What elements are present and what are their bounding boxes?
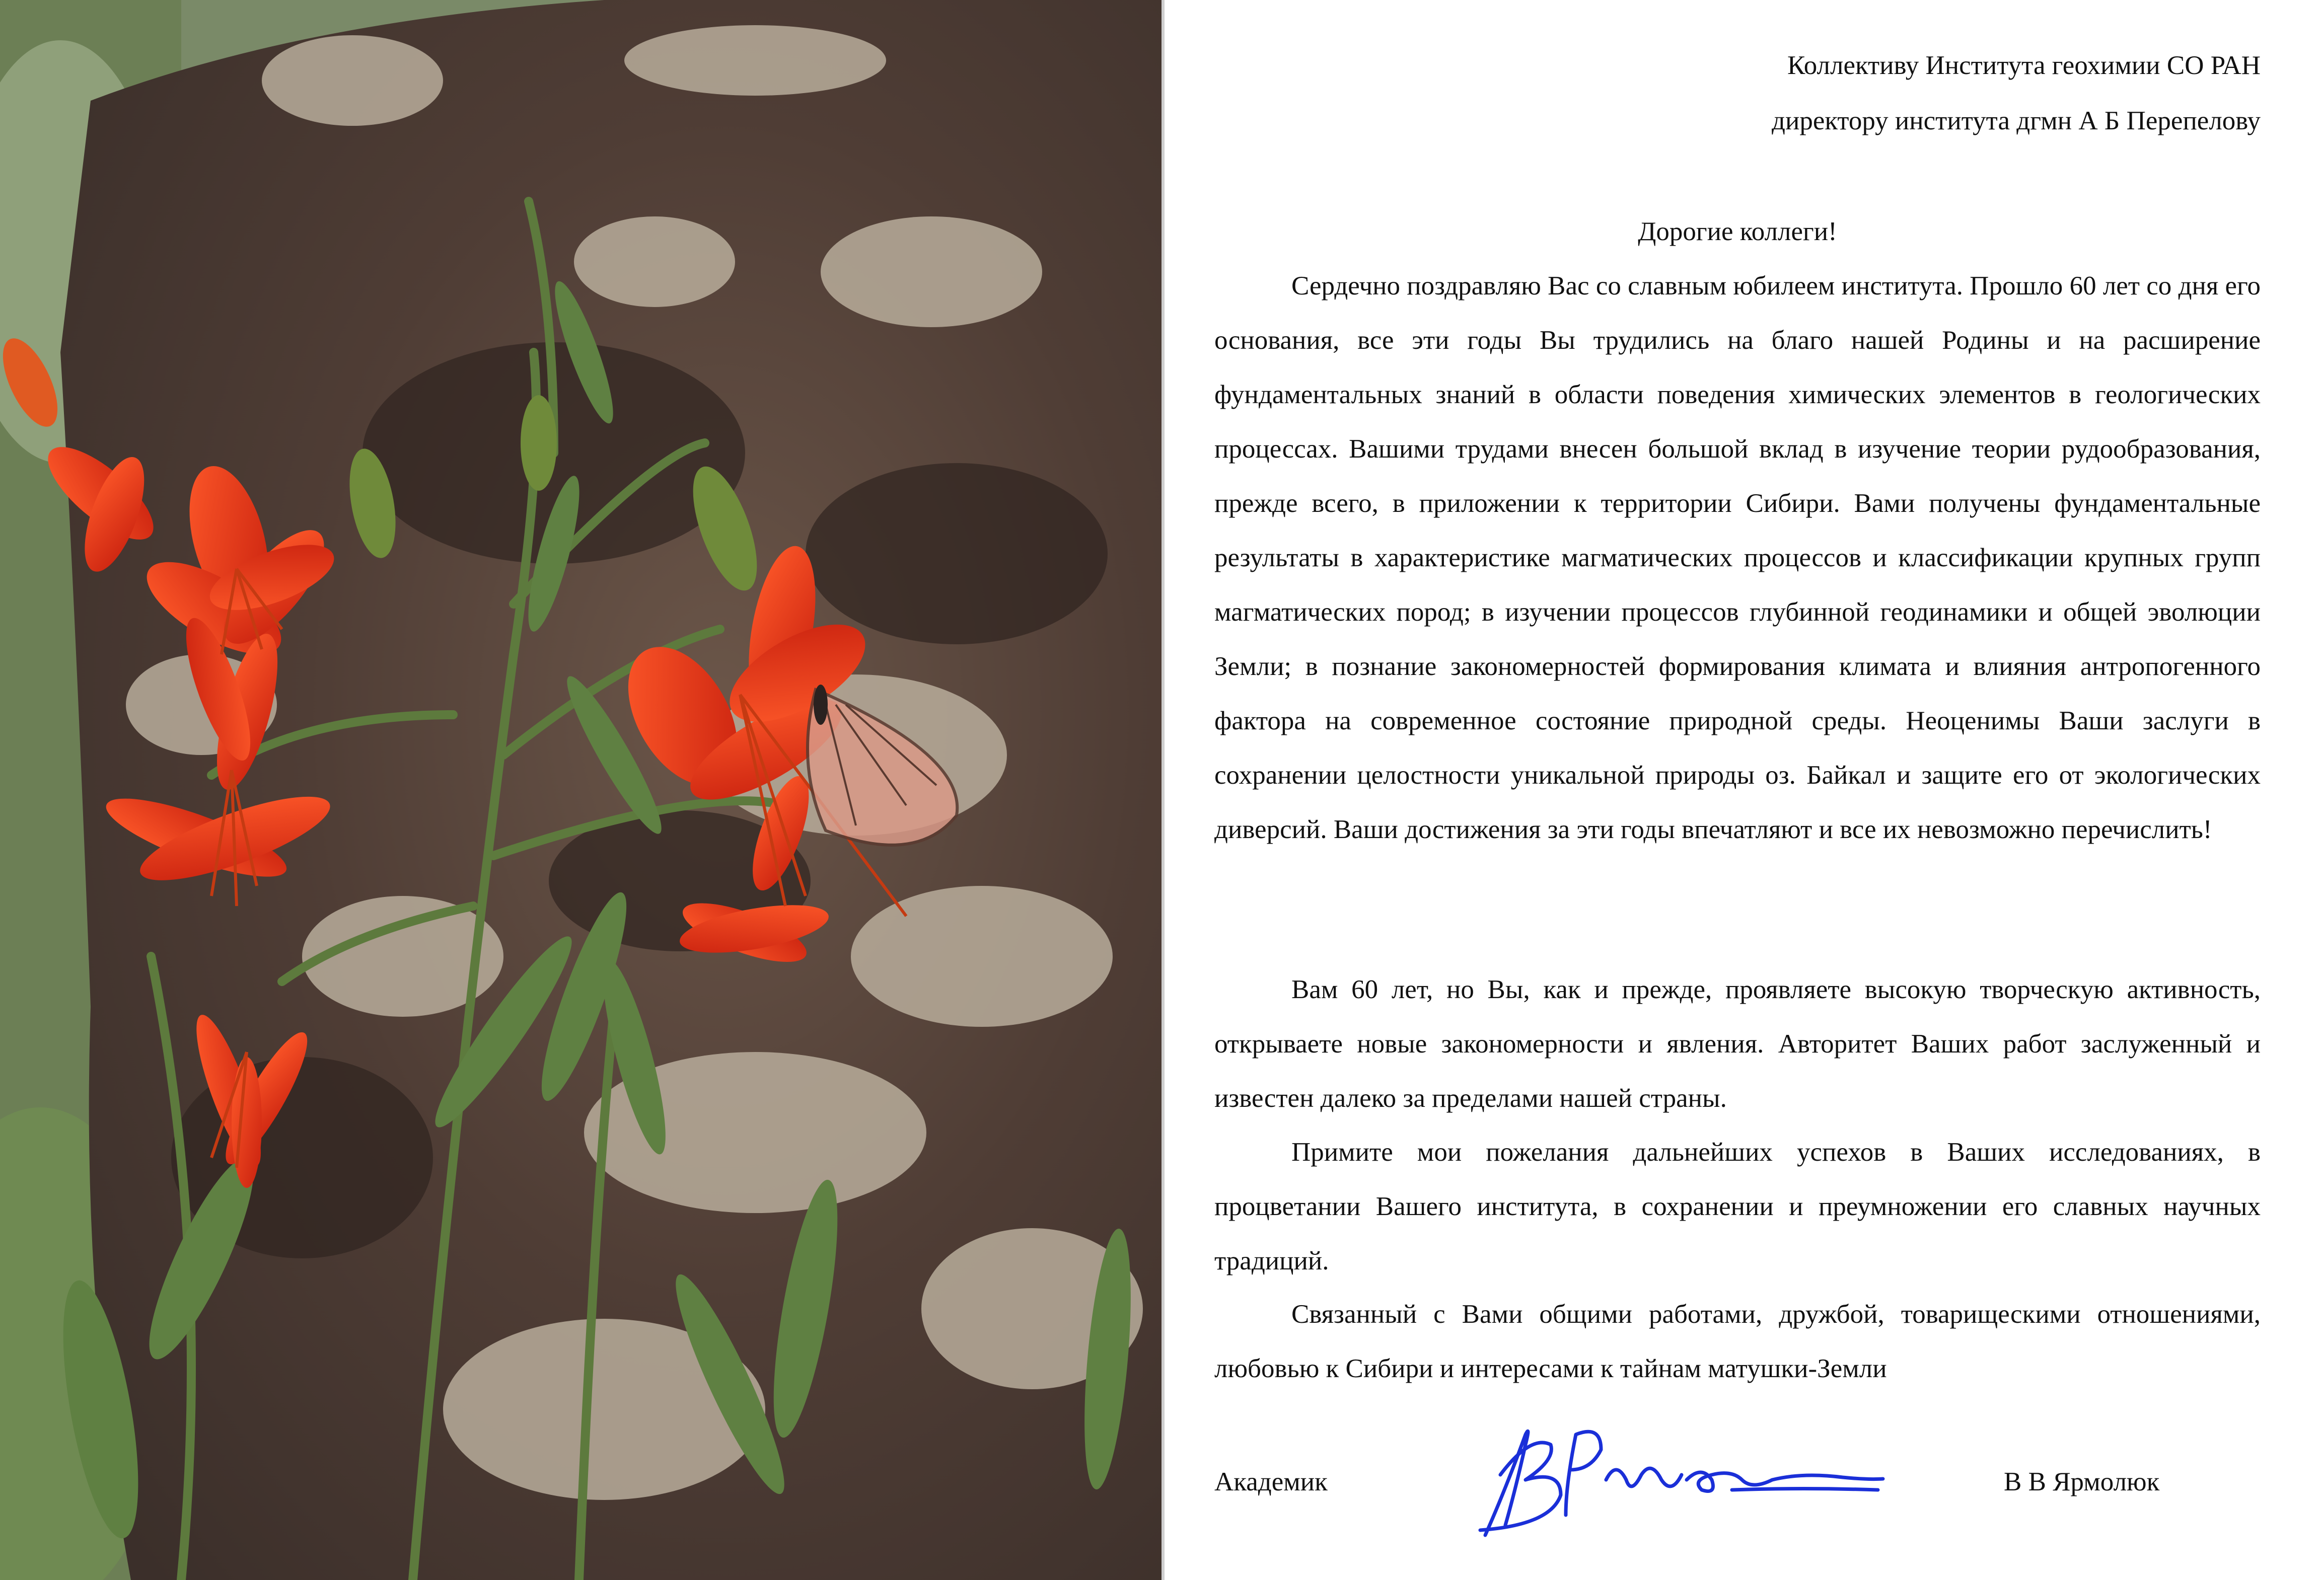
letter-paragraph-2: Вам 60 лет, но Вы, как и прежде, проявляете высокую творческую активность, открываете новые закономерности и явления. Авторитет Ваших работ заслуженный и известен далеко за пределами нашей страны. (1214, 975, 2261, 1113)
page-divider (1161, 0, 1165, 1580)
handwritten-signature (1450, 1414, 1893, 1540)
letter-paragraph-4: Связанный с Вами общими работами, дружбой, товарищескими отношениями, любовью к Сибири и интересами к тайнам матушки-Земли (1214, 1300, 2261, 1383)
letter-paragraph-1: Сердечно поздравляю Вас со славным юбилеем института. Прошло 60 лет со дня его основания, все эти годы Вы трудились на благо нашей Родины и на расширение фундаментальных знаний в области поведения химических элементов в геологических процессах. Вашими трудами внесен большой вклад в изучение теории рудообразования, прежде всего, в приложении к территории Сибири. Вами получены фундаментальные результаты в характеристике магматических процессов и классификации крупных групп магматических пород; в изучении процессов глубинной геодинамики и общей эволюции Земли; в познание закономерностей формирования климата и влияния антропогенного фактора на современное состояние природной среды. Неоценимы Ваши заслуги в сохранении целостности уникальной природы оз. Байкал и защите его от экологических диверсий. Ваши достижения за эти годы впечатляют и все их невозможно перечислить! (1214, 271, 2261, 844)
greeting-letter (1214, 0, 2261, 1580)
signature-name: В В Ярмолюк (2004, 1467, 2160, 1496)
letter-paragraph-3: Примите мои пожелания дальнейших успехов в Ваших исследованиях, в процветании Вашего института, в сохранении и преумножении его славных научных традиций. (1214, 1138, 2261, 1275)
lily-photo (0, 0, 1161, 1580)
address-line-1: Коллективу Института геохимии СО РАН (1787, 51, 2261, 80)
signature-title: Академик (1214, 1467, 1328, 1496)
salutation: Дорогие коллеги! (1638, 217, 1837, 246)
address-line-2: директору института дгмн А Б Перепелову (1772, 106, 2261, 135)
